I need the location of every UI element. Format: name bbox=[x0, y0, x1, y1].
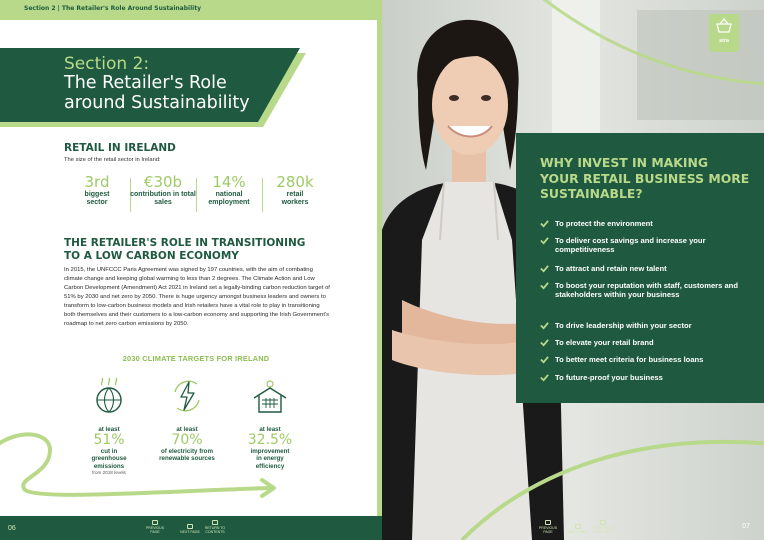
role-heading: THE RETAILER'S ROLE IN TRANSITIONING TO A LOW CARBON ECONOMY bbox=[64, 237, 306, 262]
reason-item bbox=[540, 219, 750, 228]
reason-text: To protect the environment bbox=[555, 219, 653, 228]
retail-stats bbox=[64, 174, 329, 218]
previous-page-link[interactable] bbox=[144, 520, 166, 534]
contents-link[interactable] bbox=[592, 520, 614, 534]
globe-heat-icon bbox=[89, 376, 129, 416]
target-at-least: at least bbox=[176, 426, 198, 433]
checkmark-icon bbox=[540, 264, 549, 273]
stat-label: retail workers bbox=[281, 191, 309, 206]
footer-link-label: PREVIOUS PAGE bbox=[145, 526, 165, 534]
checkmark-icon bbox=[540, 219, 549, 228]
reason-text: To deliver cost savings and increase your competitiveness bbox=[555, 236, 706, 255]
stat-total-sales bbox=[130, 174, 196, 216]
reason-item bbox=[540, 321, 750, 330]
right-page bbox=[382, 0, 764, 540]
checkmark-icon bbox=[540, 281, 549, 290]
retail-subtitle: The size of the retail sector in Ireland: bbox=[64, 157, 161, 163]
previous-page-link[interactable] bbox=[537, 520, 559, 534]
role-paragraph: In 2015, the UNFCCC Paris Agreement was signed by 197 countries, with the aim of combating climate change and keeping global warming to less than 2 degrees. The Climate Action and Low Carbon Development (Amendment) Act 2021 in Ireland set a legally-binding carbon reduction target of 51% by 2030 and net zero by 2050. There is huge urgency amongst business leaders and owners to transform to low-carbon business models and Irish retailers have a vital role to play in transitioning both themselves and their customers to a low-carbon economy and supporting the Irish Government's roadmap to net zero carbon emissions by 2050. bbox=[64, 267, 330, 328]
reason-text: To better meet criteria for business loans bbox=[555, 355, 704, 364]
next-page-link[interactable] bbox=[179, 524, 201, 534]
solar-house-icon bbox=[250, 376, 290, 416]
next-page-icon bbox=[575, 524, 581, 529]
stat-value: 280k bbox=[276, 173, 314, 191]
footer-link-label: PREVIOUS PAGE bbox=[538, 526, 558, 534]
target-description: of electricity from renewable sources bbox=[159, 448, 215, 463]
home-icon bbox=[212, 520, 218, 525]
page-number: 07 bbox=[742, 523, 750, 530]
next-page-icon bbox=[187, 524, 193, 529]
why-invest-heading: WHY INVEST IN MAKING YOUR RETAIL BUSINESS MORE SUSTAINABLE? bbox=[540, 155, 750, 201]
section-kicker: Section 2: bbox=[64, 54, 150, 74]
running-header: Section 2 | The Retailer's Role Around Sustainability bbox=[24, 5, 201, 12]
stat-label: biggest sector bbox=[84, 191, 110, 206]
reason-item bbox=[540, 355, 750, 364]
checkmark-icon bbox=[540, 236, 549, 245]
section-title: The Retailer's Role around Sustainability bbox=[64, 73, 250, 113]
checkmark-icon bbox=[540, 355, 549, 364]
target-emissions bbox=[76, 376, 142, 476]
footer-link-label: RETURN TO CONTENTS bbox=[204, 526, 226, 534]
target-at-least: at least bbox=[259, 426, 281, 433]
retail-heading: RETAIL IN IRELAND bbox=[64, 142, 176, 154]
sira-logo bbox=[709, 14, 739, 52]
footer-bar bbox=[0, 516, 382, 540]
stat-biggest-sector bbox=[64, 174, 130, 216]
lightning-recycle-icon bbox=[167, 376, 207, 416]
footer-bar bbox=[382, 516, 764, 540]
reason-item bbox=[540, 373, 750, 382]
reason-item bbox=[540, 264, 750, 273]
reason-text: To elevate your retail brand bbox=[555, 338, 654, 347]
target-renewables bbox=[154, 376, 220, 463]
stat-value: 3rd bbox=[84, 173, 110, 191]
stat-label: contribution in total sales bbox=[130, 191, 196, 206]
reason-text: To attract and retain new talent bbox=[555, 264, 667, 273]
page-number: 06 bbox=[8, 525, 16, 532]
running-header-bar bbox=[0, 0, 382, 20]
footer-link-label: NEXT PAGE bbox=[568, 530, 588, 534]
logo-text: sira bbox=[719, 38, 729, 44]
previous-page-icon bbox=[545, 520, 551, 525]
stat-value: 14% bbox=[212, 173, 246, 191]
reason-item bbox=[540, 236, 750, 255]
reason-item bbox=[540, 338, 750, 347]
previous-page-icon bbox=[152, 520, 158, 525]
target-description: improvement in energy efficiency bbox=[250, 448, 290, 470]
footer-link-label: RETURN TO CONTENTS bbox=[592, 526, 614, 534]
stat-label: national employment bbox=[208, 191, 250, 206]
stat-national-employment bbox=[196, 174, 262, 216]
target-at-least: at least bbox=[98, 426, 120, 433]
contents-link[interactable] bbox=[204, 520, 226, 534]
target-value: 32.5% bbox=[247, 432, 293, 448]
stat-value: €30b bbox=[143, 173, 183, 191]
reason-text: To boost your reputation with staff, customers and stakeholders within your business bbox=[555, 281, 738, 300]
basket-icon bbox=[709, 14, 739, 36]
footer-link-label: NEXT PAGE bbox=[180, 530, 200, 534]
reason-item bbox=[540, 281, 750, 300]
targets-heading: 2030 CLIMATE TARGETS FOR IRELAND bbox=[122, 354, 270, 363]
next-page-link[interactable] bbox=[567, 524, 589, 534]
target-value: 70% bbox=[171, 432, 203, 448]
reason-text: To drive leadership within your sector bbox=[555, 321, 692, 330]
checkmark-icon bbox=[540, 373, 549, 382]
why-invest-panel bbox=[516, 133, 764, 403]
checkmark-icon bbox=[540, 338, 549, 347]
target-description: cut in greenhouse emissions bbox=[91, 448, 127, 470]
target-efficiency bbox=[237, 376, 303, 470]
target-note: from 2018 levels bbox=[92, 470, 126, 476]
target-value: 51% bbox=[93, 432, 125, 448]
home-icon bbox=[600, 520, 606, 525]
reason-text: To future-proof your business bbox=[555, 373, 663, 382]
checkmark-icon bbox=[540, 321, 549, 330]
stat-retail-workers bbox=[262, 174, 328, 216]
